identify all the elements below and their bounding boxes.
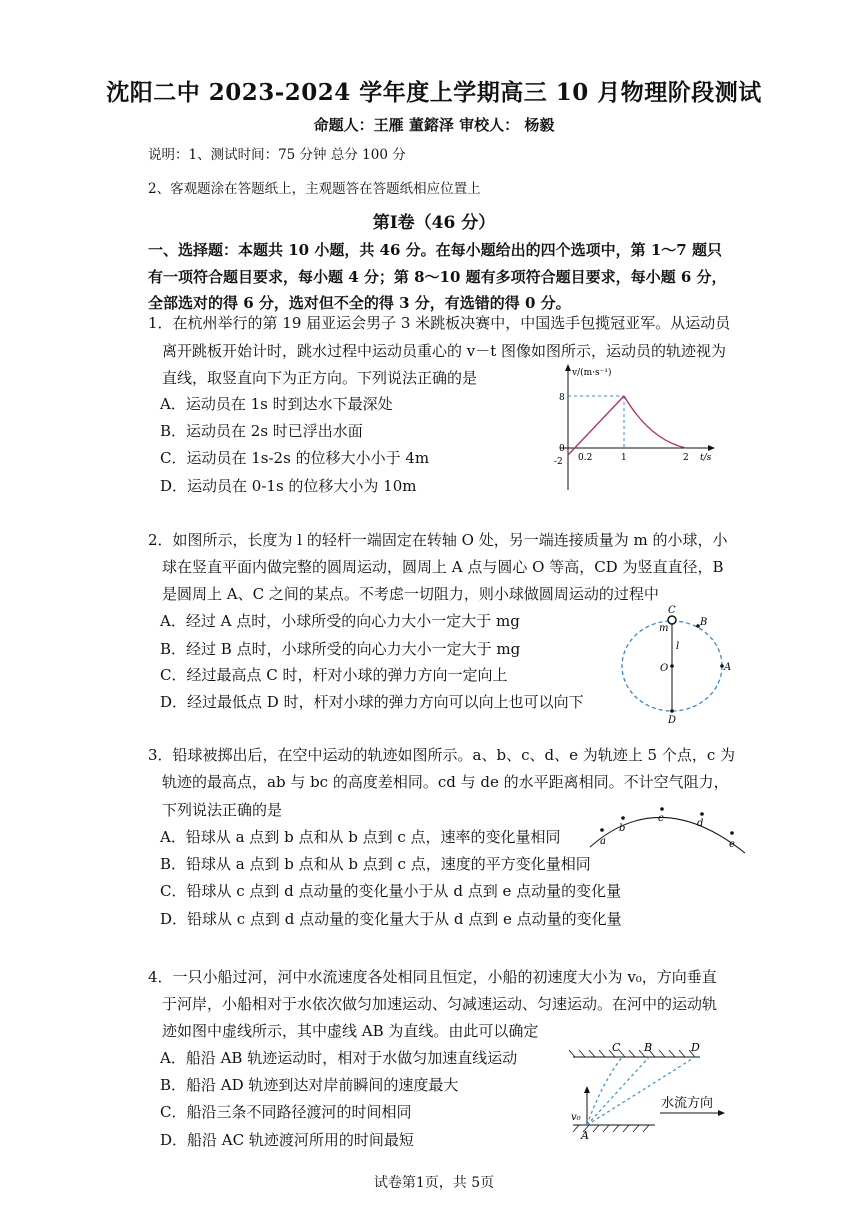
q4-option-a: A．船沿 AB 轨迹运动时，相对于水做匀加速直线运动 [160, 1049, 518, 1067]
q1-option-a: A．运动员在 1s 时到达水下最深处 [160, 395, 393, 413]
q4-path-ab [587, 1057, 649, 1125]
q1-tick-8: 8 [559, 393, 565, 403]
q1-stem-line1: 1．在杭州举行的第 19 届亚运会男子 3 米跳板决赛中，中国选手包揽冠亚军。从运动员 [148, 314, 731, 332]
q4-far-bank-hatch [569, 1050, 695, 1057]
q2-label-b: B [700, 617, 708, 628]
q2-label-m: m [659, 623, 669, 634]
exam-note-2: 2、客观题涂在答题纸上，主观题答在答题纸相应位置上 [148, 181, 481, 197]
section-title: 第Ⅰ卷（46 分） [372, 213, 496, 233]
q1-option-d: D．运动员在 0-1s 的位移大小为 10m [160, 477, 417, 495]
q2-circle-figure [610, 605, 740, 730]
q2-option-a: A．经过 A 点时，小球所受的向心力大小一定大于 mg [160, 612, 520, 630]
q1-v-axis-arrow [565, 364, 571, 371]
q1-option-c: C．运动员在 1s-2s 的位移大小小于 4m [160, 449, 430, 467]
q2-ball [668, 616, 676, 624]
q2-label-d: D [668, 715, 677, 726]
q2-stem-line1: 2．如图所示，长度为 l 的轻杆一端固定在转轴 O 处，另一端连接质量为 m 的小球，小 [148, 531, 728, 549]
q3-option-a: A．铅球从 a 点到 b 点和从 b 点到 c 点，速率的变化量相同 [160, 828, 561, 846]
q4-v0-arrowhead [584, 1086, 590, 1093]
q3-stem-line2: 轨迹的最高点，ab 与 bc 的高度差相同。cd 与 de 的水平距离相同。不计空气阻力， [162, 773, 729, 791]
q4-label-a: A [581, 1129, 589, 1142]
q3-trajectory-curve [590, 817, 745, 853]
page-footer: 试卷第1页，共 5页 [373, 1175, 495, 1191]
q1-tick-0-2: 0.2 [578, 453, 593, 463]
q4-stem-line3: 迹如图中虚线所示，其中虚线 AB 为直线。由此可以确定 [162, 1022, 539, 1040]
q3-point-c [660, 807, 664, 811]
q4-label-v0: v₀ [571, 1112, 581, 1123]
q3-label-c: c [658, 813, 664, 824]
q3-label-a: a [600, 836, 606, 847]
q4-label-c: C [612, 1041, 621, 1054]
q1-tick-0: 0 [559, 444, 565, 454]
page-title: 沈阳二中 2023-2024 学年度上学期高三 10 月物理阶段测试 [106, 79, 762, 106]
q4-stem-line2: 于河岸，小船相对于水依次做匀加速运动、匀减速运动、匀速运动。在河中的运动轨 [162, 995, 718, 1013]
q4-label-d: D [691, 1041, 700, 1054]
q1-rising-line [568, 396, 624, 455]
q2-label-l: l [676, 641, 680, 652]
q4-option-c: C．船沿三条不同路径渡河的时间相同 [160, 1103, 412, 1121]
q2-center-point [670, 664, 674, 668]
q1-t-label: t/s [700, 453, 712, 463]
q1-vt-graph [550, 360, 730, 495]
q1-v-label: v/(m·s⁻¹) [572, 368, 612, 378]
q1-t-axis-arrow [708, 445, 715, 451]
q2-stem-line3: 是圆周上 A、C 之间的某点。不考虑一切阻力，则小球做圆周运动的过程中 [162, 585, 659, 603]
q1-tick-2: 2 [683, 453, 689, 463]
q4-option-b: B．船沿 AD 轨迹到达对岸前瞬间的速度最大 [160, 1076, 459, 1094]
q2-option-d: D．经过最低点 D 时，杆对小球的弹力方向可以向上也可以向下 [160, 693, 584, 711]
q4-path-ac [587, 1057, 622, 1125]
q2-label-c: C [668, 605, 676, 616]
q3-stem-line3: 下列说法正确的是 [162, 801, 283, 819]
authors-line: 命题人：王雁 董鎔泽 审校人： 杨毅 [313, 116, 555, 134]
q3-label-e: e [729, 839, 735, 850]
q1-tick-1: 1 [621, 453, 627, 463]
q4-flow-arrowhead [718, 1110, 725, 1116]
q2-stem-line2: 球在竖直平面内做完整的圆周运动，圆周上 A 点与圆心 O 等高，CD 为竖直直径，B [162, 558, 724, 576]
q3-stem-line1: 3．铅球被掷出后，在空中运动的轨迹如图所示。a、b、c、d、e 为轨迹上 5 个点，c 为 [148, 746, 735, 764]
q2-label-a: A [724, 662, 732, 673]
q1-tick-m2: -2 [554, 457, 563, 467]
q1-decay-curve [624, 396, 686, 448]
q4-stem-line1: 4．一只小船过河，河中水流速度各处相同且恒定，小船的初速度大小为 v₀，方向垂直 [148, 968, 717, 986]
q3-point-d [700, 812, 704, 816]
q3-label-d: d [697, 818, 704, 829]
q2-label-o: O [660, 663, 669, 674]
q3-label-b: b [619, 823, 626, 834]
q3-option-b: B．铅球从 a 点到 b 点和从 b 点到 c 点，速度的平方变化量相同 [160, 855, 591, 873]
q1-stem-line3: 直线，取竖直向下为正方向。下列说法正确的是 [162, 369, 478, 387]
q3-trajectory-figure [585, 795, 750, 855]
q3-point-a [600, 828, 604, 832]
q1-option-b: B．运动员在 2s 时已浮出水面 [160, 422, 363, 440]
q2-option-c: C．经过最高点 C 时，杆对小球的弹力方向一定向上 [160, 666, 508, 684]
q3-option-c: C．铅球从 c 点到 d 点动量的变化量小于从 d 点到 e 点动量的变化量 [160, 882, 622, 900]
section-instruction: 一、选择题：本题共 10 小题，共 46 分。在每小题给出的四个选项中，第 1～7 题只有一项符合题目要求，每小题 4 分；第 8～10 题有多项符合题目要求，每小题 6 分，全部选对的得 6 分，选对但不全的得 3 分，有选错的得 0 分。 [148, 241, 727, 312]
q4-flow-label: 水流方向 [661, 1096, 714, 1111]
q2-point-d [670, 709, 674, 713]
q1-stem-line2: 离开跳板开始计时，跳水过程中运动员重心的 v－t 图像如图所示，运动员的轨迹视为 [162, 342, 727, 360]
q3-option-d: D．铅球从 c 点到 d 点动量的变化量大于从 d 点到 e 点动量的变化量 [160, 910, 622, 928]
q4-path-ad [587, 1057, 695, 1125]
q4-label-b: B [644, 1041, 653, 1054]
q4-river-figure [565, 1035, 735, 1145]
q3-point-e [730, 831, 734, 835]
q3-point-b [621, 816, 625, 820]
q2-option-b: B．经过 B 点时，小球所受的向心力大小一定大于 mg [160, 640, 521, 658]
exam-note-1: 说明：1、测试时间：75 分钟 总分 100 分 [148, 147, 406, 163]
q4-option-d: D．船沿 AC 轨迹渡河所用的时间最短 [160, 1131, 414, 1149]
